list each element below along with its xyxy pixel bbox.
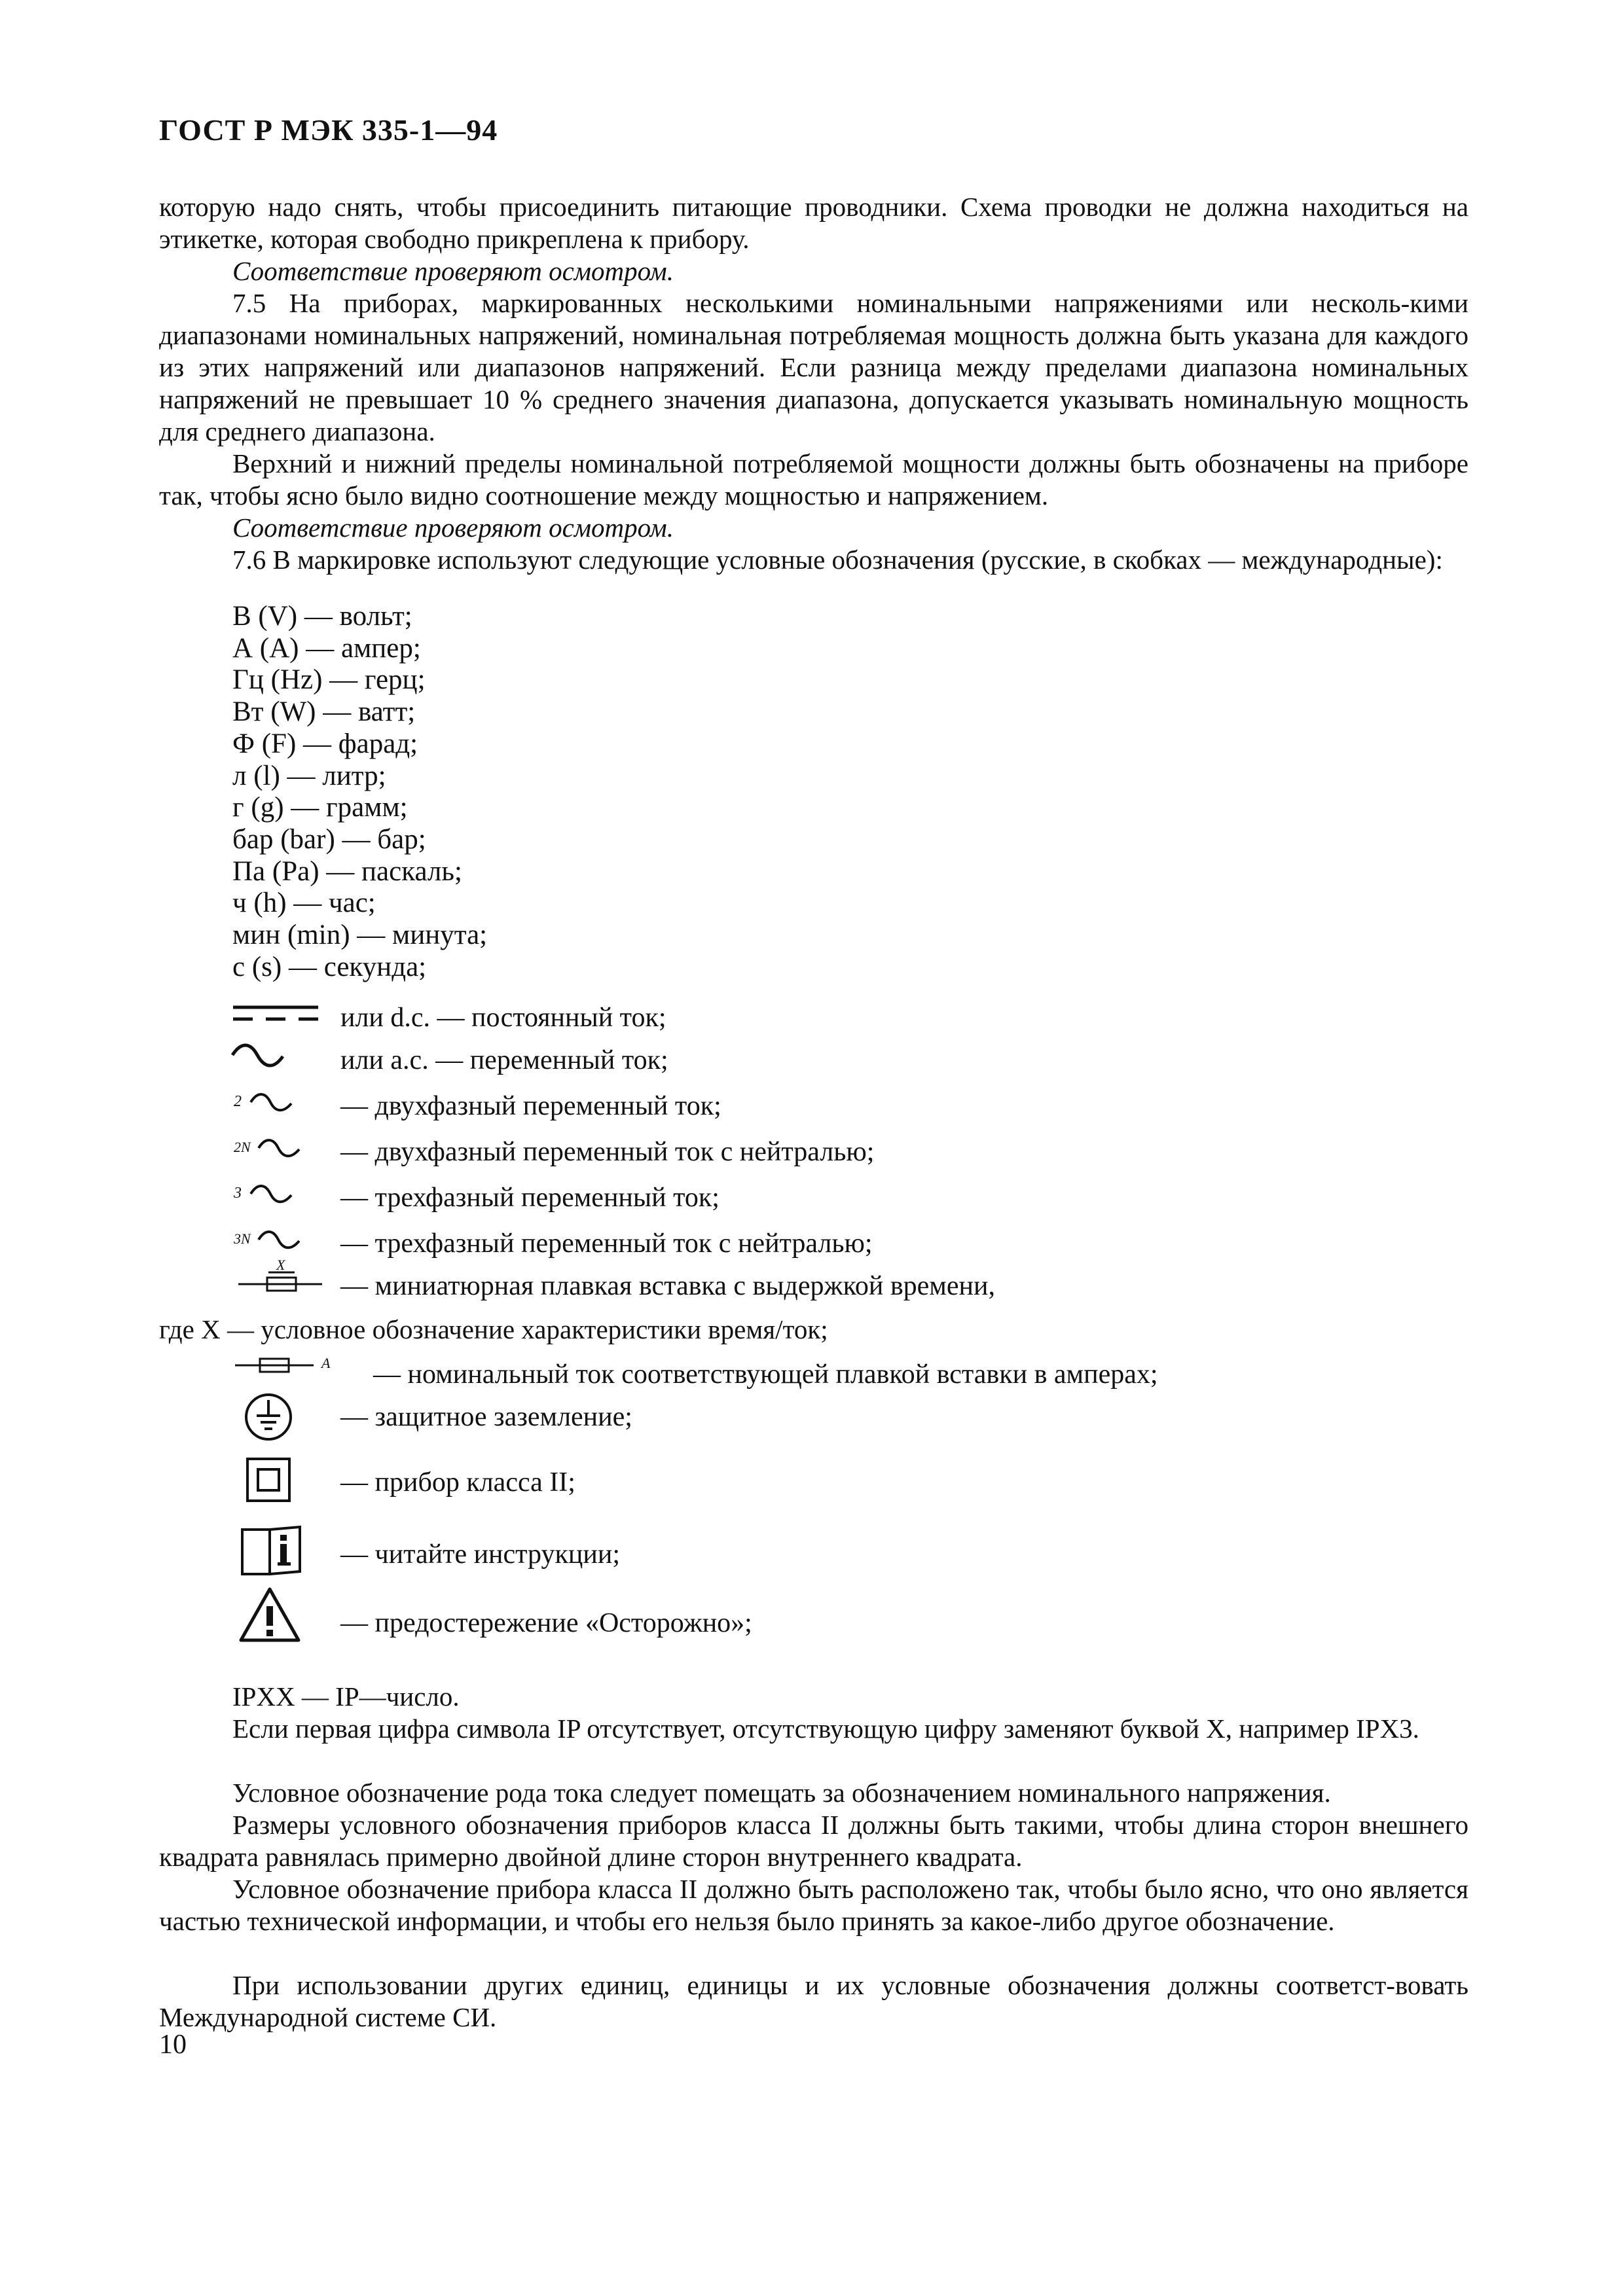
paragraph-power-limits: Верхний и нижний пределы номинальной потребляемой мощности должны быть обозначены на приборе так, чтобы ясно было видно соотношение между мощностью и напряжением. [159, 448, 1468, 511]
paragraph-compliance-1: Соответствие проверяют осмотром. [232, 256, 674, 286]
document-header: ГОСТ Р МЭК 335-1—94 [159, 113, 498, 147]
units-list [232, 601, 487, 983]
symbol-three-phase-neutral-text: — трехфазный переменный ток с нейтралью; [340, 1229, 873, 1259]
symbol-row-class2 [0, 1463, 1623, 1509]
three-phase-neutral-label: 3N [234, 1230, 251, 1247]
unit-hertz: Гц (Hz) — герц; [232, 664, 426, 696]
symbol-fuse-current-text: — номинальный ток соответствующей плавкой вставки в амперах; [373, 1359, 1158, 1390]
symbol-caution-text: — предостережение «Осторожно»; [340, 1608, 752, 1638]
time-delay-fuse-icon [236, 1257, 327, 1309]
unit-watt: Вт (W) — ватт; [232, 696, 416, 728]
symbol-row-three-phase [0, 1178, 1623, 1224]
symbol-row-two-phase [0, 1086, 1623, 1132]
paragraph-class2-placement: Условное обозначение прибора класса II должно быть расположено так, чтобы было ясно, что оно является частью технической информации, и чтобы его нельзя было принять за какое-либо другое обозначение. [159, 1874, 1468, 1936]
symbol-two-phase-text: — двухфазный переменный ток; [340, 1091, 721, 1121]
symbol-row-fuse [0, 1257, 1623, 1312]
unit-hour: ч (h) — час; [232, 888, 376, 919]
symbol-row-ac [0, 1041, 1623, 1086]
two-phase-neutral-ac-icon [232, 1132, 331, 1172]
read-instructions-icon [237, 1522, 309, 1581]
unit-gram: г (g) — грамм; [232, 792, 408, 823]
symbol-earth-text: — защитное заземление; [340, 1402, 632, 1432]
fuse-rated-current-icon [232, 1350, 337, 1389]
unit-ampere: А (А) — ампер; [232, 632, 421, 664]
fuse-note: где Х — условное обозначение характеристики время/ток; [159, 1314, 828, 1344]
three-phase-ac-icon [232, 1178, 331, 1217]
symbol-fuse-text: — миниатюрная плавкая вставка с выдержкой времени, [340, 1271, 995, 1301]
symbol-row-dc [0, 998, 1623, 1044]
paragraph-7-6: 7.6 В маркировке используют следующие условные обозначения (русские, в скобках — международные): [232, 545, 1443, 575]
three-phase-label: 3 [234, 1185, 242, 1202]
two-phase-neutral-label: 2N [234, 1139, 251, 1155]
unit-minute: мин (min) — минута; [232, 920, 488, 951]
fuse-x-label: X [276, 1257, 285, 1273]
caution-triangle-icon [237, 1585, 302, 1644]
paragraph-compliance-2: Соответствие проверяют осмотром. [232, 512, 674, 543]
symbol-row-caution [0, 1604, 1623, 1649]
unit-farad: Ф (F) — фарад; [232, 728, 418, 759]
paragraph-class2-size: Размеры условного обозначения приборов класса II должны быть такими, чтобы длина сторон внешнего квадрата равнялась примерно двойной длине сторон внутреннего квадрата. [159, 1810, 1468, 1872]
unit-pascal: Па (Pa) — паскаль; [232, 855, 462, 887]
symbol-class2-text: — прибор класса II; [340, 1467, 575, 1498]
unit-volt: В (V) — вольт; [232, 601, 412, 632]
ipxx-line: IPXX — IP—число. [232, 1681, 460, 1712]
symbol-row-two-phase-neutral [0, 1132, 1623, 1178]
symbol-instructions-text: — читайте инструкции; [340, 1539, 620, 1570]
symbol-two-phase-neutral-text: — двухфазный переменный ток с нейтралью; [340, 1137, 875, 1167]
class-ii-icon [244, 1455, 296, 1507]
two-phase-ac-icon [232, 1086, 331, 1126]
direct-current-icon [230, 998, 322, 1037]
unit-bar: бар (bar) — бар; [232, 823, 426, 855]
paragraph-7-5: 7.5 На приборах, маркированных несколькими номинальными напряжениями или несколь-кими диапазонами номинальных напряжений, номинальная потребляемая мощность должна быть указана для каждого из этих напряжений или диапазонов напряжений. Если разница между пределами диапазона номинальных напряжений не превышает 10 % среднего значения диапазона, допускается указывать номинальную мощность для среднего диапазона. [159, 288, 1468, 446]
paragraph-si-units: При использовании других единиц, единицы и их условные обозначения должны соответст-вовать Международной системе СИ. [159, 1970, 1468, 2032]
unit-second: с (s) — секунда; [232, 951, 427, 982]
protective-earth-icon [242, 1391, 295, 1443]
paragraph-current-type: Условное обозначение рода тока следует помещать за обозначением номинального напряжения. [232, 1778, 1331, 1808]
symbol-three-phase-text: — трехфазный переменный ток; [340, 1183, 720, 1213]
paragraph-wiring: которую надо снять, чтобы присоединить питающие проводники. Схема проводки не должна находиться на этикетке, которая свободно прикреплена к прибору. [159, 192, 1468, 254]
alternating-current-icon [229, 1041, 288, 1080]
fuse-ampere-label: A [321, 1355, 331, 1371]
paragraph-ip-digit: Если первая цифра символа IP отсутствует, отсутствующую цифру заменяют буквой X, например IPX3. [232, 1713, 1419, 1744]
symbol-row-earth [0, 1397, 1623, 1443]
unit-litre: л (l) — литр; [232, 760, 386, 791]
symbol-ac-text: или a.c. — переменный ток; [340, 1045, 668, 1075]
two-phase-label: 2 [234, 1093, 242, 1110]
symbol-row-instructions [0, 1535, 1623, 1581]
page-number: 10 [159, 2030, 187, 2060]
symbol-dc-text: или d.c. — постоянный ток; [340, 1003, 666, 1033]
